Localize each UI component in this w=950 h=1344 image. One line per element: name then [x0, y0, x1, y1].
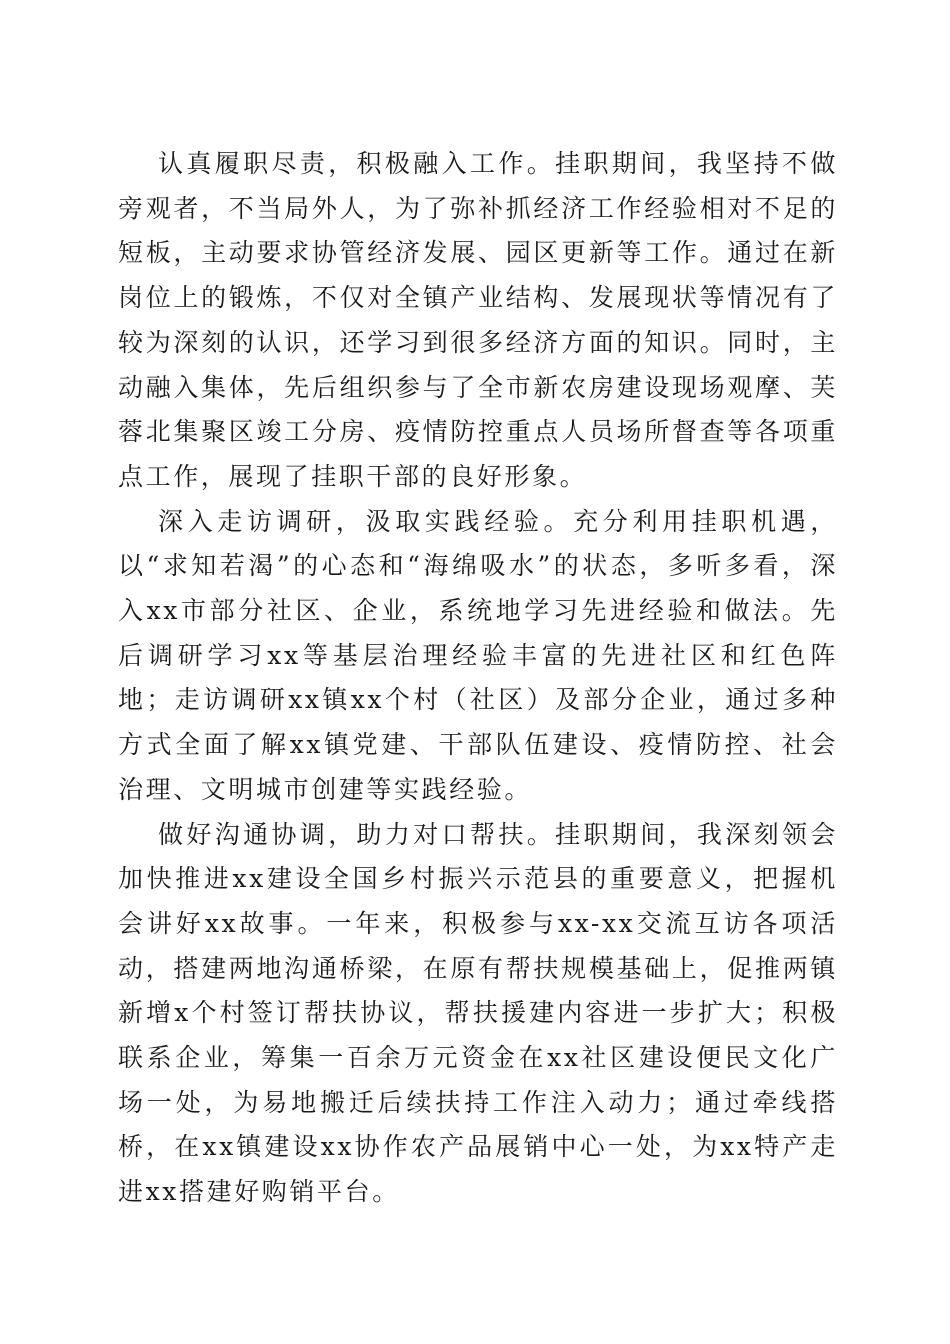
paragraph-fulfill-duties: 认真履职尽责，积极融入工作。挂职期间，我坚持不做旁观者，不当局外人，为了弥补抓经济工作经验相对不足的短板，主动要求协管经济发展、园区更新等工作。通过在新岗位上的锻炼，不仅对全镇产业结构、发展现状等情况有了较为深刻的认识，还学习到很多经济方面的知识。同时，主动融入集体，先后组织参与了全市新农房建设现场观摩、芙蓉北集聚区竣工分房、疫情防控重点人员场所督查等各项重点工作，展现了挂职干部的良好形象。	[118, 149, 838, 491]
paragraph-coordination-assistance: 做好沟通协调，助力对口帮扶。挂职期间，我深刻领会加快推进xx建设全国乡村振兴示范县的重要意义，把握机会讲好xx故事。一年来，积极参与xx-xx交流互访各项活动，搭建两地沟通桥梁，在原有帮扶规模基础上，促推两镇新增x个村签订帮扶协议，帮扶援建内容进一步扩大；积极联系企业，筹集一百余万元资金在xx社区建设便民文化广场一处，为易地搬迁后续扶持工作注入动力；通过牵线搭桥，在xx镇建设xx协作农产品展销中心一处，为xx特产走进xx搭建好购销平台。	[118, 819, 838, 1207]
document-body	[118, 142, 838, 1215]
paragraph-field-research: 深入走访调研，汲取实践经验。充分利用挂职机遇，以“求知若渴”的心态和“海绵吸水”的状态，多听多看，深入xx市部分社区、企业，系统地学习先进经验和做法。先后调研学习xx等基层治理经验丰富的先进社区和红色阵地；走访调研xx镇xx个村（社区）及部分企业，通过多种方式全面了解xx镇党建、干部队伍建设、疫情防控、社会治理、文明城市创建等实践经验。	[118, 506, 838, 804]
